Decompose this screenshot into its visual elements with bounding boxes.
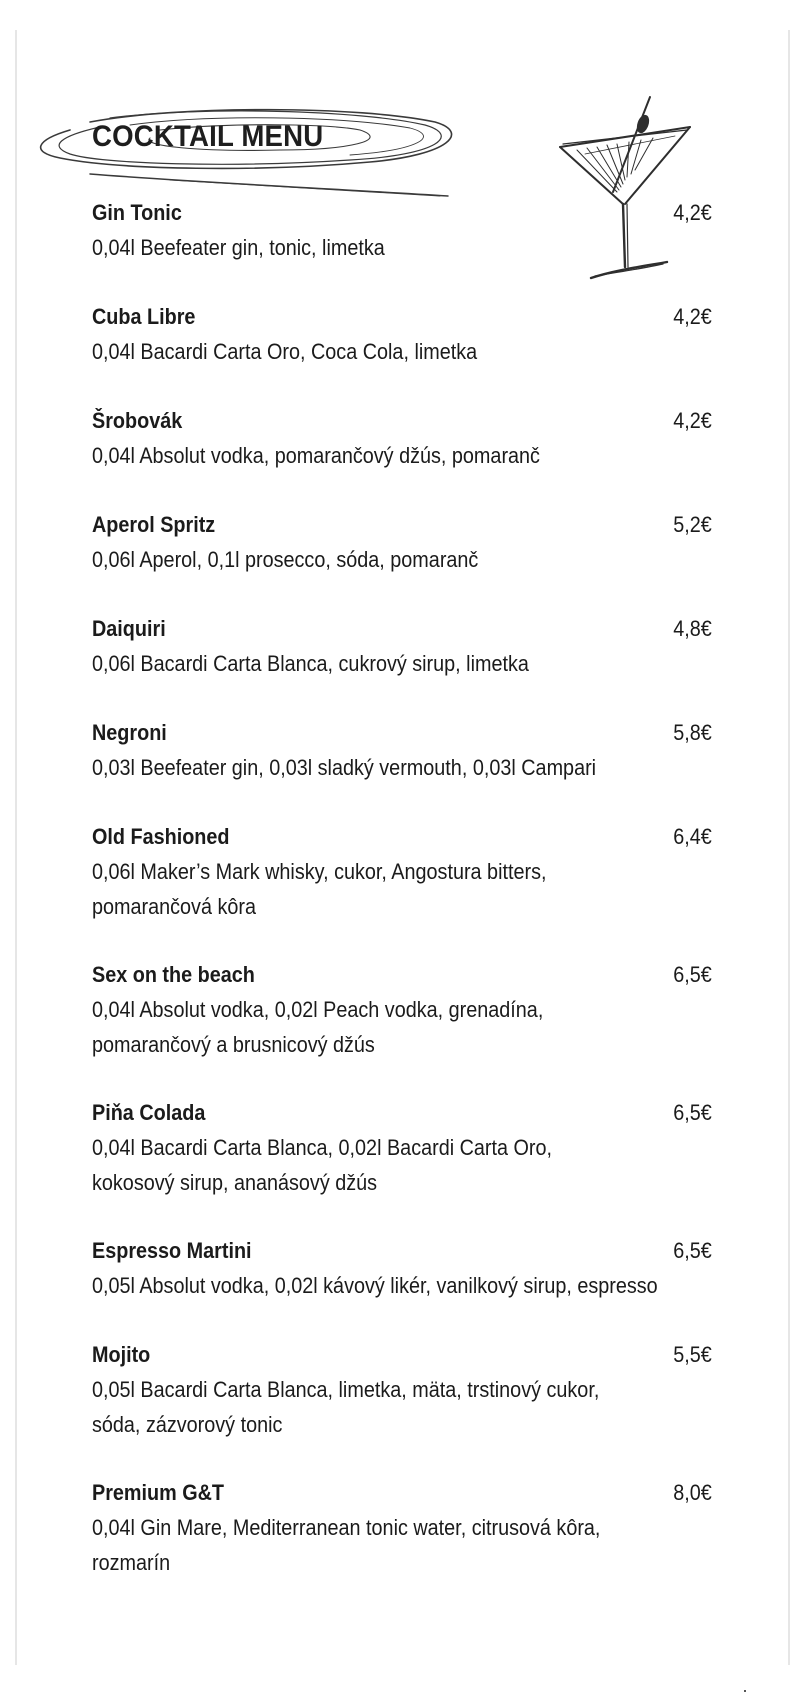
item-description: 0,04l Gin Mare, Mediterranean tonic water, citrusová kôra, rozmarín xyxy=(92,1515,601,1575)
item-description: 0,03l Beefeater gin, 0,03l sladký vermouth, 0,03l Campari xyxy=(92,755,597,780)
title-scribble-icon xyxy=(30,100,460,210)
item-name: Mojito xyxy=(92,1342,151,1367)
item-description: 0,06l Bacardi Carta Blanca, cukrový sirup, limetka xyxy=(92,651,529,676)
item-price: 4,2€ xyxy=(673,408,712,433)
item-name: Daiquiri xyxy=(92,616,166,641)
item-name: Cuba Libre xyxy=(92,304,196,329)
menu-title: COCKTAIL MENU xyxy=(92,120,324,153)
item-price: 6,5€ xyxy=(673,1238,712,1263)
item-price: 5,2€ xyxy=(673,512,712,537)
item-description: 0,04l Absolut vodka, 0,02l Peach vodka, grenadína, pomarančový a brusnicový džús xyxy=(92,997,544,1057)
item-name: Premium G&T xyxy=(92,1480,225,1505)
item-name: Šrobovák xyxy=(92,408,183,433)
item-name: Piňa Colada xyxy=(92,1100,206,1125)
item-price: 6,5€ xyxy=(673,962,712,987)
item-price: 4,2€ xyxy=(673,200,712,225)
item-name: Aperol Spritz xyxy=(92,512,216,537)
item-price: 4,2€ xyxy=(673,304,712,329)
item-description: 0,04l Bacardi Carta Oro, Coca Cola, limetka xyxy=(92,339,478,364)
item-description: 0,05l Bacardi Carta Blanca, limetka, mäta, trstinový cukor, sóda, zázvorový tonic xyxy=(92,1377,600,1437)
item-price: 5,8€ xyxy=(673,720,712,745)
item-description: 0,04l Absolut vodka, pomarančový džús, pomaranč xyxy=(92,443,540,468)
item-name: Negroni xyxy=(92,720,167,745)
item-price: 8,0€ xyxy=(673,1480,712,1505)
item-name: Sex on the beach xyxy=(92,962,255,987)
item-price: 6,5€ xyxy=(673,1100,712,1125)
item-description: 0,05l Absolut vodka, 0,02l kávový likér, vanilkový sirup, espresso xyxy=(92,1273,658,1298)
item-description: 0,06l Aperol, 0,1l prosecco, sóda, pomaranč xyxy=(92,547,479,572)
item-name: Espresso Martini xyxy=(92,1238,252,1263)
item-price: 5,5€ xyxy=(673,1342,712,1367)
item-description: 0,06l Maker’s Mark whisky, cukor, Angostura bitters, pomarančová kôra xyxy=(92,859,547,919)
item-name: Old Fashioned xyxy=(92,824,230,849)
item-name: Gin Tonic xyxy=(92,200,182,225)
item-description: 0,04l Beefeater gin, tonic, limetka xyxy=(92,235,385,260)
item-price: 6,4€ xyxy=(673,824,712,849)
page-left-border xyxy=(15,30,17,1665)
page-right-border xyxy=(788,30,790,1665)
item-price: 4,8€ xyxy=(673,616,712,641)
page-dot xyxy=(744,1690,746,1692)
item-description: 0,04l Bacardi Carta Blanca, 0,02l Bacardi Carta Oro, kokosový sirup, ananásový džús xyxy=(92,1135,553,1195)
